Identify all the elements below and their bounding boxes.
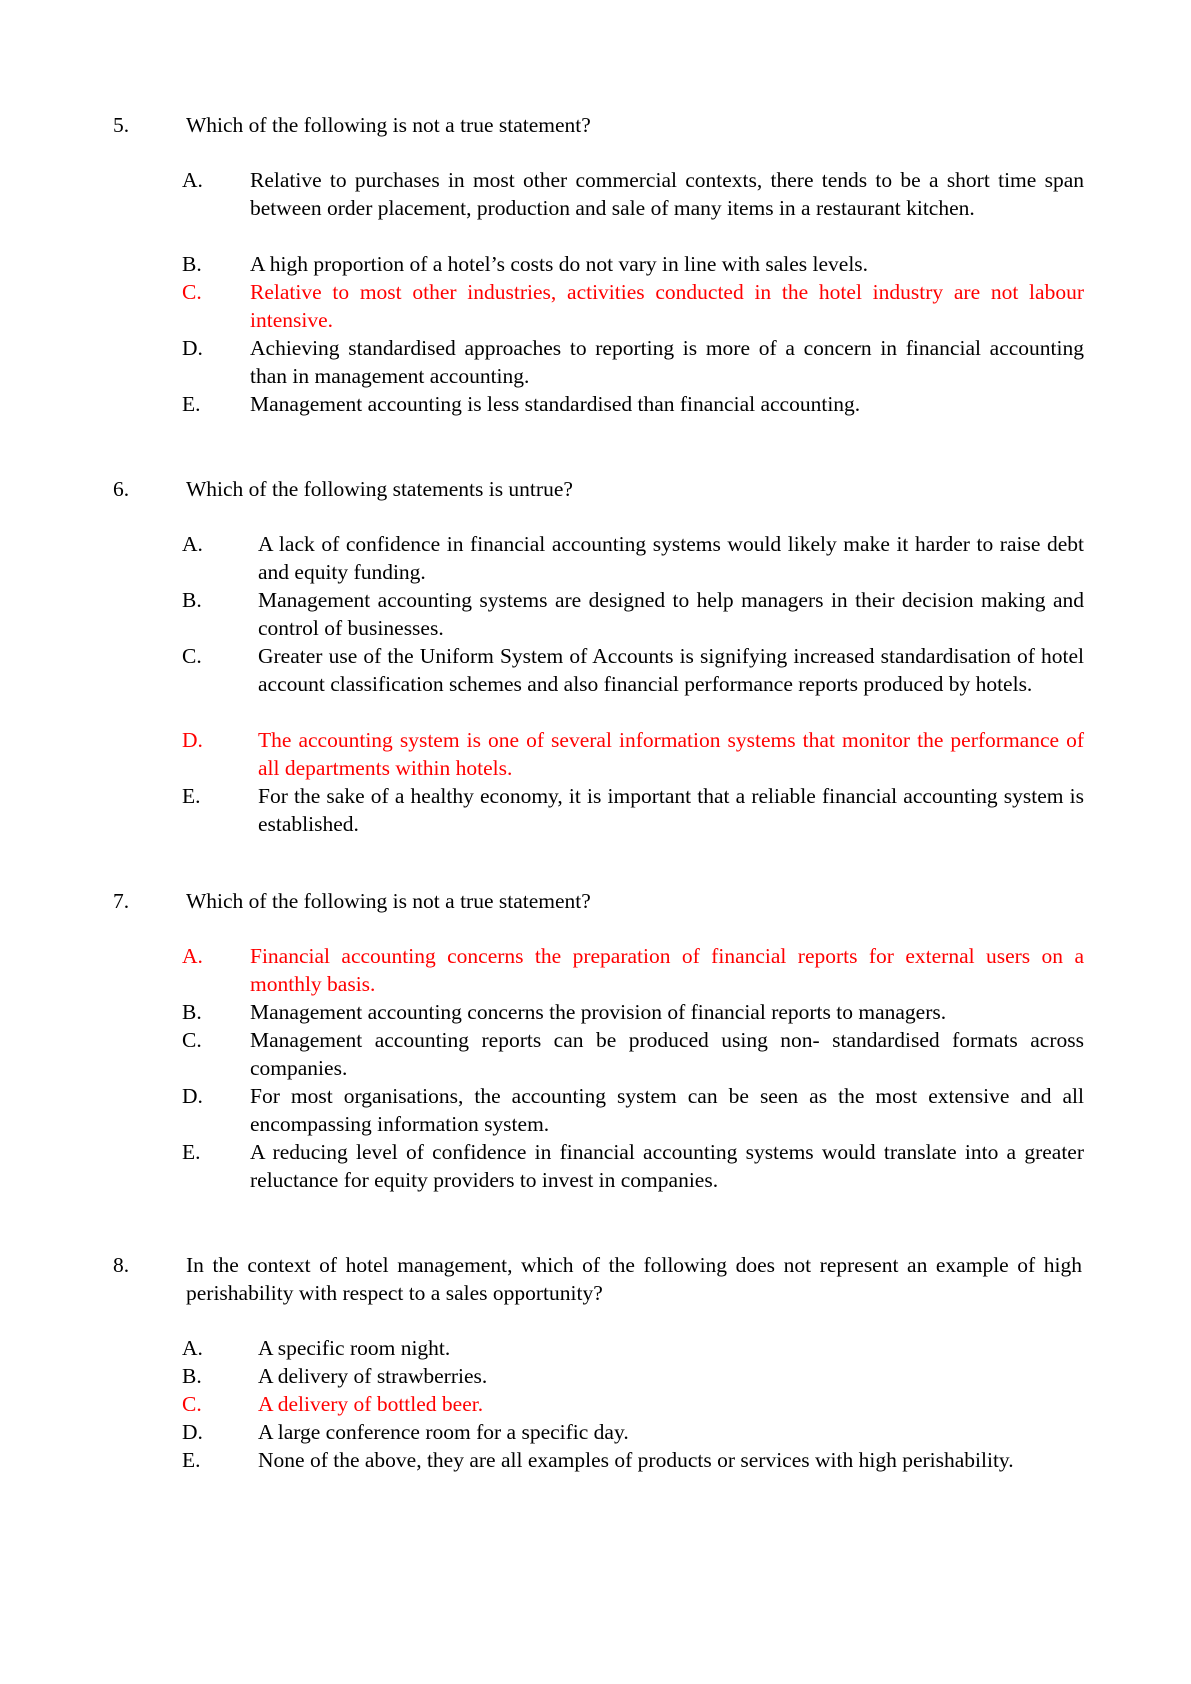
option-text: Relative to most other industries, activities conducted in the hotel industry are not labour intensive. [250, 280, 1084, 332]
option-letter: E. [182, 392, 201, 416]
option-text: A delivery of strawberries. [258, 1364, 488, 1388]
option-letter: D. [182, 728, 203, 752]
option-text: For the sake of a healthy economy, it is important that a reliable financial accounting system is established. [258, 784, 1084, 836]
option-letter: E. [182, 784, 201, 808]
question-number: 5. [113, 113, 130, 137]
question-number: 7. [113, 889, 130, 913]
option-text: Greater use of the Uniform System of Accounts is signifying increased standardisation of hotel account classification schemes and also financial performance reports produced by hotels. [258, 644, 1084, 696]
question-number: 6. [113, 477, 130, 501]
option-text: Management accounting is less standardised than financial accounting. [250, 392, 861, 416]
option-text: A lack of confidence in financial accounting systems would likely make it harder to raise debt and equity funding. [258, 532, 1084, 584]
option-letter: B. [182, 588, 202, 612]
option-letter: D. [182, 1420, 203, 1444]
option-letter: A. [182, 532, 203, 556]
option-text: A delivery of bottled beer. [258, 1392, 484, 1416]
option-text: A high proportion of a hotel’s costs do not vary in line with sales levels. [250, 252, 869, 276]
option-text: A reducing level of confidence in financial accounting systems would translate into a greater reluctance for equity providers to invest in companies. [250, 1140, 1084, 1192]
option-text: For most organisations, the accounting system can be seen as the most extensive and all encompassing information system. [250, 1084, 1084, 1136]
option-letter: C. [182, 1392, 202, 1416]
option-text: Relative to purchases in most other commercial contexts, there tends to be a short time span between order placement, production and sale of many items in a restaurant kitchen. [250, 168, 1084, 220]
option-letter: D. [182, 1084, 203, 1108]
question-text: Which of the following statements is untrue? [186, 477, 573, 501]
option-letter: A. [182, 168, 203, 192]
option-text: Management accounting systems are designed to help managers in their decision making and control of businesses. [258, 588, 1084, 640]
option-letter: C. [182, 1028, 202, 1052]
option-letter: A. [182, 1336, 203, 1360]
option-letter: A. [182, 944, 203, 968]
option-text: Management accounting concerns the provision of financial reports to managers. [250, 1000, 947, 1024]
question-number: 8. [113, 1253, 130, 1277]
option-letter: E. [182, 1140, 201, 1164]
option-text: A specific room night. [258, 1336, 451, 1360]
option-letter: B. [182, 252, 202, 276]
option-letter: C. [182, 280, 202, 304]
question-text: Which of the following is not a true statement? [186, 889, 591, 913]
option-text: The accounting system is one of several information systems that monitor the performance of all departments within hotels. [258, 728, 1084, 780]
option-text: Management accounting reports can be produced using non- standardised formats across companies. [250, 1028, 1084, 1080]
option-text: Achieving standardised approaches to reporting is more of a concern in financial accounting than in management accounting. [250, 336, 1084, 388]
option-letter: B. [182, 1364, 202, 1388]
option-letter: D. [182, 336, 203, 360]
question-text: Which of the following is not a true statement? [186, 113, 591, 137]
option-letter: E. [182, 1448, 201, 1472]
option-text: None of the above, they are all examples of products or services with high perishability. [258, 1448, 1014, 1472]
option-text: Financial accounting concerns the preparation of financial reports for external users on a monthly basis. [250, 944, 1084, 996]
option-text: A large conference room for a specific day. [258, 1420, 629, 1444]
question-text: In the context of hotel management, which of the following does not represent an example of high perishability with respect to a sales opportunity? [186, 1253, 1082, 1305]
option-letter: B. [182, 1000, 202, 1024]
option-letter: C. [182, 644, 202, 668]
